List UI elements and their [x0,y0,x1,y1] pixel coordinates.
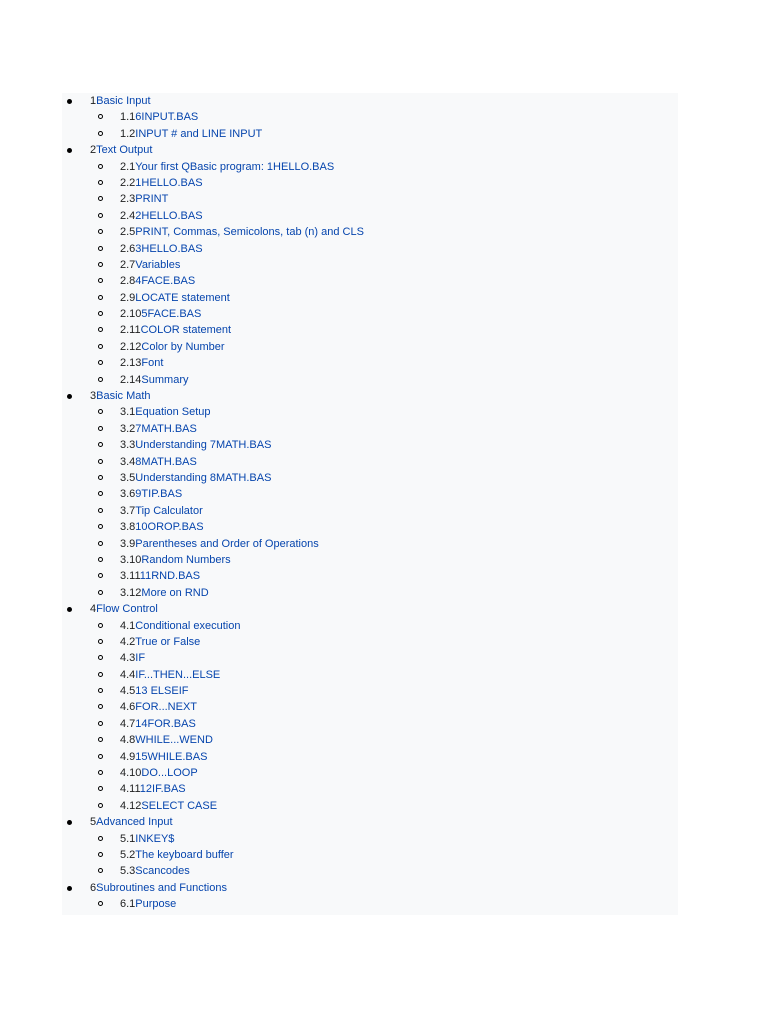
toc-subsection-2.3[interactable] [62,191,678,207]
bullet-circle-icon [98,344,103,349]
toc-number: 3.7 [120,504,136,517]
toc-section-1[interactable] [62,93,678,109]
toc-link[interactable]: Color by Number [141,340,225,353]
toc-number: 2.10 [120,308,142,321]
toc-number: 2.12 [120,340,142,353]
toc-subsection-3.4[interactable] [62,454,678,470]
toc-number: 5.1 [120,832,136,845]
toc-subsection-1.2[interactable] [62,126,678,142]
toc-subsection-4.12[interactable] [62,798,678,814]
toc-subsection-5.3[interactable] [62,863,678,879]
toc-link[interactable]: 3HELLO.BAS [135,242,203,255]
bullet-circle-icon [98,557,103,562]
toc-link[interactable]: Conditional execution [135,619,241,632]
toc-number: 5.2 [120,848,136,861]
toc-subsection-2.9[interactable] [62,290,678,306]
toc-subsection-4.1[interactable] [62,618,678,634]
bullet-circle-icon [98,409,103,414]
bullet-circle-icon [98,770,103,775]
toc-number: 3.11 [120,570,140,583]
toc-link[interactable]: 11RND.BAS [139,570,201,583]
bullet-disc-icon [67,607,72,612]
bullet-circle-icon [98,229,103,234]
toc-link[interactable]: Font [141,357,164,370]
bullet-circle-icon [98,541,103,546]
bullet-circle-icon [98,836,103,841]
toc-subsection-4.2[interactable] [62,634,678,650]
bullet-circle-icon [98,754,103,759]
toc-link[interactable]: Random Numbers [141,553,231,566]
toc-subsection-3.7[interactable] [62,503,678,519]
toc-number: 4.6 [120,701,136,714]
bullet-circle-icon [98,475,103,480]
toc-subsection-2.1[interactable] [62,159,678,175]
toc-link[interactable]: Parentheses and Order of Operations [135,537,319,550]
toc-subsection-3.5[interactable] [62,470,678,486]
toc-link[interactable]: 6INPUT.BAS [135,111,199,124]
toc-subsection-2.11[interactable] [62,322,678,338]
toc-link[interactable]: Subroutines and Functions [96,881,227,894]
bullet-circle-icon [98,721,103,726]
bullet-circle-icon [98,426,103,431]
bullet-circle-icon [98,180,103,185]
bullet-circle-icon [98,196,103,201]
toc-number: 4.9 [120,750,136,763]
bullet-circle-icon [98,246,103,251]
toc-number: 1.2 [120,127,136,140]
toc-number: 3.12 [120,586,142,599]
toc-subsection-3.6[interactable] [62,486,678,502]
toc-number: 4.7 [120,717,136,730]
toc-link[interactable]: 2HELLO.BAS [135,209,203,222]
toc-link[interactable]: PRINT, Commas, Semicolons, tab (n) and CLS [135,226,364,239]
toc-link[interactable]: PRINT [135,193,169,206]
toc-number: 3.2 [120,422,136,435]
toc-link[interactable]: Variables [135,258,181,271]
toc-number: 4.12 [120,799,142,812]
bullet-circle-icon [98,688,103,693]
toc-section-2[interactable] [62,142,678,158]
toc-number: 4.10 [120,767,142,780]
toc-number: 2.6 [120,242,136,255]
bullet-circle-icon [98,803,103,808]
toc-link[interactable]: 5FACE.BAS [141,308,202,321]
bullet-circle-icon [98,377,103,382]
toc-number: 3.6 [120,488,136,501]
toc-number: 2.13 [120,357,142,370]
toc-link[interactable]: LOCATE statement [135,291,230,304]
toc-subsection-2.14[interactable] [62,372,678,388]
bullet-circle-icon [98,868,103,873]
toc-link[interactable]: 15WHILE.BAS [135,750,208,763]
bullet-disc-icon [67,886,72,891]
bullet-circle-icon [98,524,103,529]
toc-number: 6 [90,881,97,894]
toc-number: 4.1 [120,619,136,632]
toc-subsection-2.7[interactable] [62,257,678,273]
toc-number: 5.3 [120,865,136,878]
toc-link[interactable]: 14FOR.BAS [135,717,196,730]
toc-section-6[interactable] [62,880,678,896]
bullet-circle-icon [98,852,103,857]
toc-link[interactable]: IF [135,652,146,665]
toc-subsection-2.13[interactable] [62,355,678,371]
toc-subsection-2.10[interactable] [62,306,678,322]
toc-number: 3.3 [120,439,136,452]
toc-link[interactable]: Flow Control [96,603,158,616]
toc-number: 3.1 [120,406,136,419]
toc-link[interactable]: 7MATH.BAS [135,422,197,435]
toc-number: 4.2 [120,635,136,648]
toc-link[interactable]: Advanced Input [96,816,173,829]
toc-subsection-3.9[interactable] [62,536,678,552]
toc-link[interactable]: DO...LOOP [141,767,198,780]
toc-subsection-4.3[interactable] [62,650,678,666]
toc-link[interactable]: 4FACE.BAS [135,275,196,288]
bullet-circle-icon [98,114,103,119]
toc-link[interactable]: 13 ELSEIF [135,685,189,698]
toc-number: 4.5 [120,685,136,698]
bullet-circle-icon [98,459,103,464]
toc-section-5[interactable] [62,814,678,830]
toc-link[interactable]: SELECT CASE [141,799,218,812]
toc-number: 3.8 [120,521,136,534]
bullet-circle-icon [98,295,103,300]
toc-link[interactable]: Understanding 8MATH.BAS [135,471,272,484]
toc-number: 2.4 [120,209,136,222]
toc-number: 2 [90,144,97,157]
toc-subsection-3.3[interactable] [62,437,678,453]
bullet-circle-icon [98,639,103,644]
toc-link[interactable]: 9TIP.BAS [135,488,183,501]
toc-number: 2.7 [120,258,136,271]
toc-number: 2.5 [120,226,136,239]
toc-subsection-3.8[interactable] [62,519,678,535]
bullet-circle-icon [98,508,103,513]
toc-number: 2.3 [120,193,136,206]
bullet-circle-icon [98,901,103,906]
toc-subsection-2.4[interactable] [62,208,678,224]
toc-subsection-3.11[interactable] [62,568,678,584]
toc-subsection-2.12[interactable] [62,339,678,355]
toc-subsection-6.1[interactable] [62,896,678,912]
toc-link[interactable]: Summary [141,373,189,386]
toc-link[interactable]: Tip Calculator [135,504,203,517]
toc-link[interactable]: COLOR statement [140,324,232,337]
bullet-circle-icon [98,672,103,677]
toc-number: 4 [90,603,97,616]
toc-link[interactable]: Basic Math [96,390,151,403]
toc-link[interactable]: Understanding 7MATH.BAS [135,439,272,452]
toc-subsection-5.2[interactable] [62,847,678,863]
toc-number: 2.8 [120,275,136,288]
toc-subsection-2.5[interactable] [62,224,678,240]
bullet-disc-icon [67,99,72,104]
toc-number: 3 [90,390,97,403]
toc-link[interactable]: Purpose [135,898,177,911]
bullet-circle-icon [98,278,103,283]
toc-link[interactable]: Text Output [96,144,153,157]
bullet-disc-icon [67,820,72,825]
toc-link[interactable]: The keyboard buffer [135,848,234,861]
toc-link[interactable]: WHILE...WEND [135,734,213,747]
bullet-circle-icon [98,442,103,447]
toc-subsection-4.8[interactable] [62,732,678,748]
toc-link[interactable]: Scancodes [135,865,190,878]
toc-subsection-3.1[interactable] [62,404,678,420]
toc-link[interactable]: 10OROP.BAS [135,521,204,534]
toc-number: 4.4 [120,668,136,681]
table-of-contents [62,93,678,913]
toc-number: 3.5 [120,471,136,484]
toc-link[interactable]: Basic Input [96,95,151,107]
toc-number: 2.1 [120,160,136,173]
bullet-circle-icon [98,327,103,332]
toc-section-3[interactable] [62,388,678,404]
toc-subsection-3.2[interactable] [62,421,678,437]
toc-subsection-4.6[interactable] [62,699,678,715]
toc-subsection-1.1[interactable] [62,109,678,125]
bullet-disc-icon [67,394,72,399]
toc-number: 2.14 [120,373,142,386]
toc-subsection-4.10[interactable] [62,765,678,781]
toc-subsection-3.12[interactable] [62,585,678,601]
bullet-circle-icon [98,623,103,628]
toc-link[interactable]: 12IF.BAS [139,783,186,796]
toc-number: 2.9 [120,291,136,304]
bullet-circle-icon [98,573,103,578]
toc-link[interactable]: 8MATH.BAS [135,455,197,468]
toc-subsection-4.7[interactable] [62,716,678,732]
toc-subsection-2.6[interactable] [62,241,678,257]
bullet-circle-icon [98,655,103,660]
bullet-circle-icon [98,491,103,496]
toc-number: 6.1 [120,898,136,911]
toc-subsection-4.4[interactable] [62,667,678,683]
toc-link[interactable]: 1HELLO.BAS [135,176,203,189]
bullet-circle-icon [98,311,103,316]
toc-panel [62,93,678,915]
toc-number: 3.4 [120,455,136,468]
toc-number: 3.10 [120,553,142,566]
toc-link[interactable]: True or False [135,635,201,648]
toc-link[interactable]: IF...THEN...ELSE [135,668,221,681]
bullet-circle-icon [98,786,103,791]
toc-link[interactable]: INPUT # and LINE INPUT [135,127,263,140]
toc-link[interactable]: INKEY$ [135,832,175,845]
toc-subsection-5.1[interactable] [62,831,678,847]
bullet-disc-icon [67,148,72,153]
toc-number: 2.11 [120,324,141,337]
toc-subsection-3.10[interactable] [62,552,678,568]
toc-number: 4.8 [120,734,136,747]
bullet-circle-icon [98,737,103,742]
bullet-circle-icon [98,213,103,218]
toc-link[interactable]: Equation Setup [135,406,211,419]
bullet-circle-icon [98,164,103,169]
bullet-circle-icon [98,590,103,595]
toc-link[interactable]: FOR...NEXT [135,701,198,714]
toc-subsection-2.8[interactable] [62,273,678,289]
toc-number: 2.2 [120,176,136,189]
toc-number: 4.11 [120,783,140,796]
bullet-circle-icon [98,131,103,136]
toc-subsection-4.11[interactable] [62,781,678,797]
toc-number: 3.9 [120,537,136,550]
toc-number: 4.3 [120,652,136,665]
bullet-circle-icon [98,704,103,709]
bullet-circle-icon [98,360,103,365]
toc-subsection-4.5[interactable] [62,683,678,699]
toc-subsection-4.9[interactable] [62,749,678,765]
toc-number: 5 [90,816,97,829]
toc-link[interactable]: More on RND [141,586,209,599]
bullet-circle-icon [98,262,103,267]
toc-link[interactable]: Your first QBasic program: 1HELLO.BAS [135,160,335,173]
toc-section-4[interactable] [62,601,678,617]
toc-number: 1 [90,95,97,107]
toc-subsection-2.2[interactable] [62,175,678,191]
toc-number: 1.1 [120,111,136,124]
